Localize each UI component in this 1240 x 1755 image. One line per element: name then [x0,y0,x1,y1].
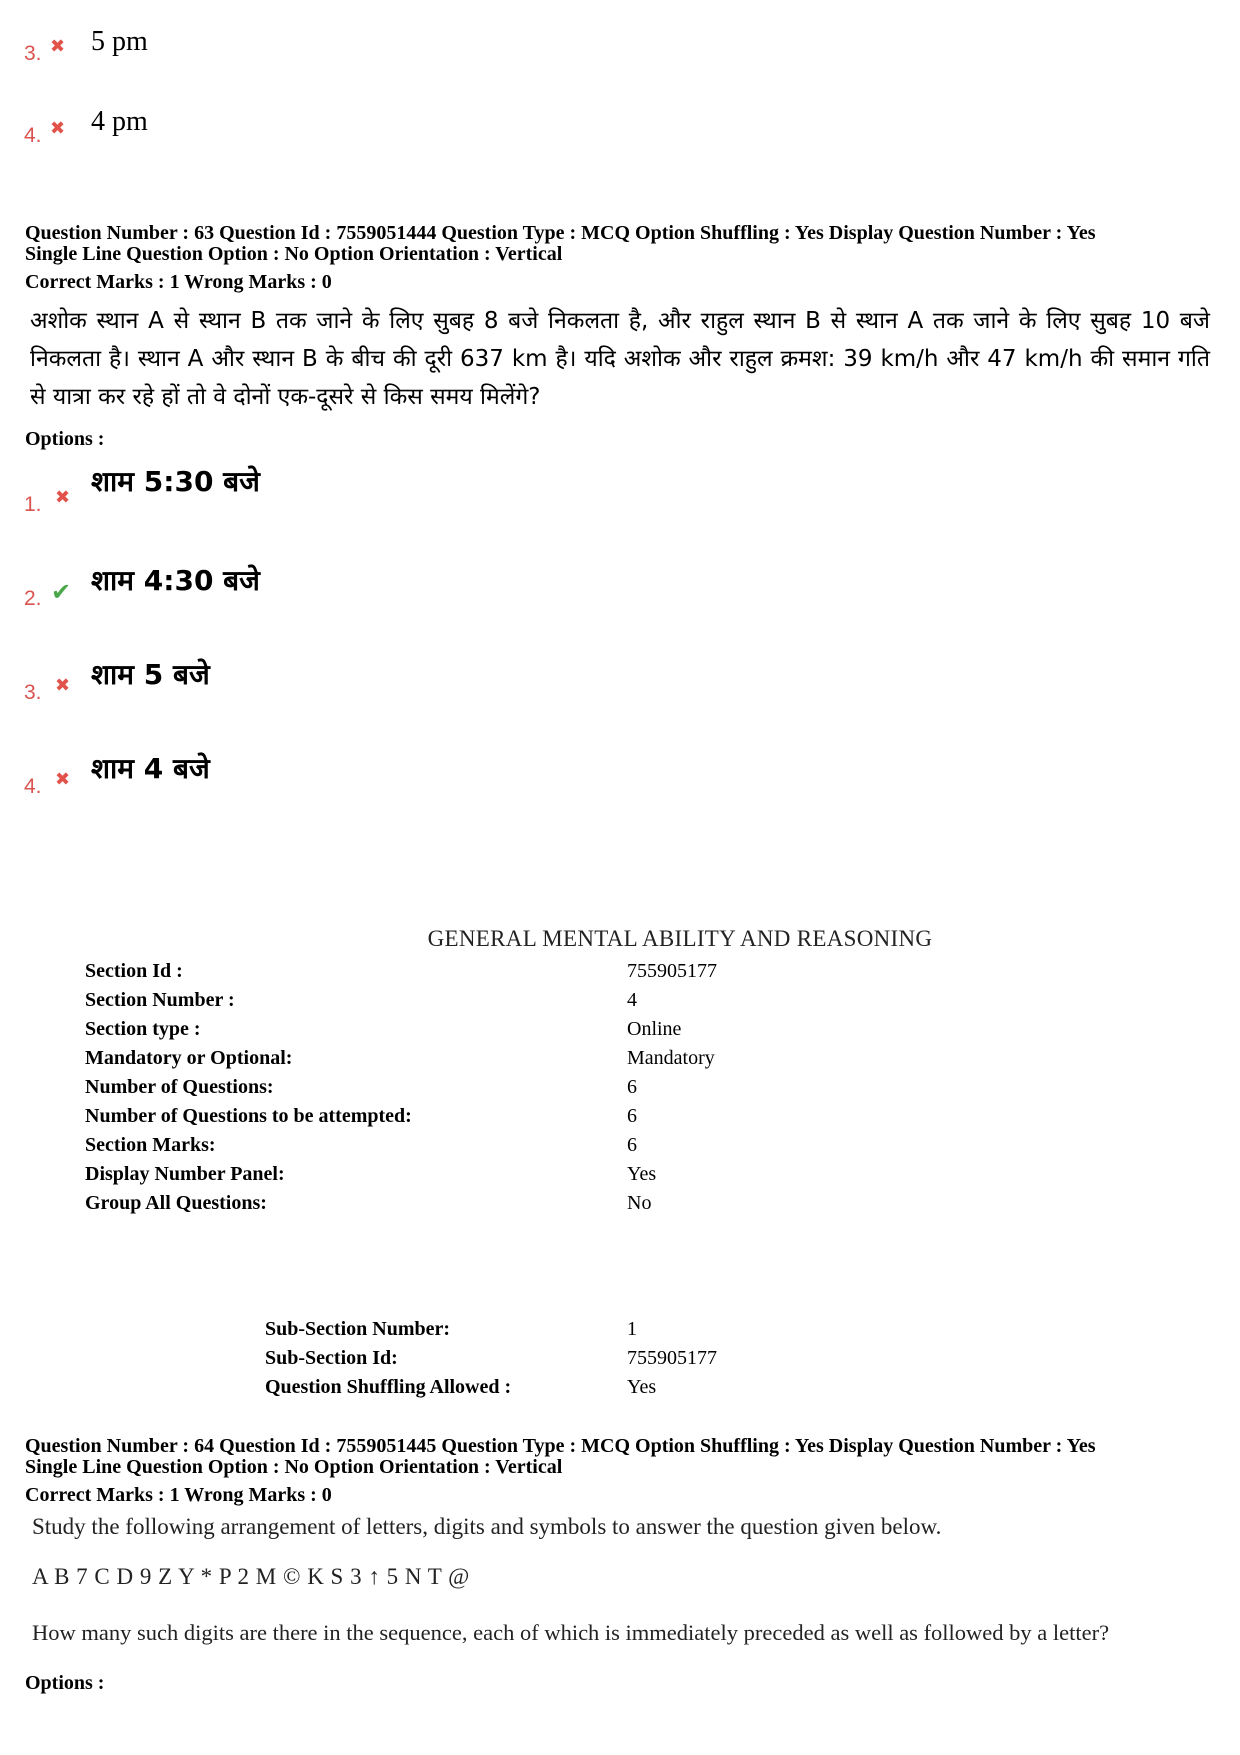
subsection-row [265,1376,657,1405]
section-row-value: 4 [627,989,637,1011]
section-row [85,1018,682,1047]
option-text: शाम 4 बजे [91,752,210,785]
section-row-label: Section Number : [85,989,235,1011]
section-row-label: Mandatory or Optional: [85,1047,293,1069]
subsection-row [265,1347,717,1376]
question-text: How many such digits are there in the sequence, each of which is immediately preceded as well as followed by a letter? [32,1620,1110,1645]
question-marks: Correct Marks : 1 Wrong Marks : 0 [25,271,332,293]
section-row-label: Number of Questions: [85,1076,274,1098]
options-label: Options : [25,428,105,450]
option-text: 5 pm [91,26,148,57]
section-row-label: Section Marks: [85,1134,216,1156]
section-row-value: 6 [627,1134,637,1156]
section-row-value: No [627,1192,652,1214]
wrong-mark-icon: ✖ [50,118,66,139]
subsection-row-label: Sub-Section Id: [265,1347,398,1369]
question-sequence: A B 7 C D 9 Z Y * P 2 M © K S 3 ↑ 5 N T @ [32,1564,470,1589]
option-number: 2. [24,587,42,610]
section-row-label: Number of Questions to be attempted: [85,1105,412,1127]
section-row-label: Section Id : [85,960,183,982]
subsection-row-value: 755905177 [627,1347,717,1369]
section-row-value: Yes [627,1163,657,1185]
section-row [85,1105,637,1134]
section-row [85,989,637,1018]
wrong-mark-icon: ✖ [55,675,71,696]
options-label: Options : [25,1672,105,1694]
option-number: 4. [24,124,42,147]
section-row-value: 755905177 [627,960,717,982]
option-number: 4. [24,775,42,798]
wrong-mark-icon: ✖ [55,487,71,508]
correct-mark-icon: ✔ [51,578,72,606]
section-row [85,1192,652,1221]
section-row-label: Display Number Panel: [85,1163,285,1185]
subsection-info-table [265,1318,717,1405]
section-row-value: 6 [627,1076,637,1098]
section-row [85,1047,715,1076]
section-row-value: 6 [627,1105,637,1127]
wrong-mark-icon: ✖ [50,36,66,57]
section-row [85,960,717,989]
question-meta-line1: Question Number : 63 Question Id : 7559051444 Question Type : MCQ Option Shuffling : Yes Display Question Number : Yes [25,222,1096,244]
question-marks: Correct Marks : 1 Wrong Marks : 0 [25,1484,332,1506]
option-text: शाम 4:30 बजे [91,564,260,597]
option-number: 3. [24,681,42,704]
section-title: GENERAL MENTAL ABILITY AND REASONING [427,926,933,951]
subsection-row [265,1318,637,1347]
question-meta-line2: Single Line Question Option : No Option Orientation : Vertical [25,1456,563,1478]
subsection-row-value: Yes [627,1376,657,1398]
option-text: शाम 5 बजे [91,658,210,691]
subsection-row-label: Question Shuffling Allowed : [265,1376,512,1398]
section-row-value: Mandatory [627,1047,715,1069]
question-text: अशोक स्थान A से स्थान B तक जाने के लिए सुबह 8 बजे निकलता है, और राहुल स्थान B से स्थान A तक जाने के लिए सुबह 10 बजे निकलता है। स्थान A और स्थान B के बीच की दूरी 637 km है। यदि अशोक और राहुल क्रमश: 39 km/h और 47 km/h की समान गति से यात्रा कर रहे हों तो वे दोनों एक-दूसरे से किस समय मिलेंगे? [30,308,1210,410]
question-meta-line1: Question Number : 64 Question Id : 7559051445 Question Type : MCQ Option Shuffling : Yes Display Question Number : Yes [25,1435,1096,1457]
section-row-value: Online [627,1018,682,1040]
section-row-label: Group All Questions: [85,1192,267,1214]
option-text: 4 pm [91,106,148,137]
subsection-row-value: 1 [627,1318,637,1340]
section-row [85,1134,637,1163]
wrong-mark-icon: ✖ [55,769,71,790]
option-text: शाम 5:30 बजे [91,465,260,498]
question-instruction: Study the following arrangement of letters, digits and symbols to answer the question given below. [32,1514,942,1539]
section-row [85,1163,657,1192]
section-row [85,1076,637,1105]
option-number: 3. [24,42,42,65]
question-meta-line2: Single Line Question Option : No Option Orientation : Vertical [25,243,563,265]
section-info-table [85,960,717,1221]
section-row-label: Section type : [85,1018,201,1040]
subsection-row-label: Sub-Section Number: [265,1318,451,1340]
option-number: 1. [24,493,42,516]
